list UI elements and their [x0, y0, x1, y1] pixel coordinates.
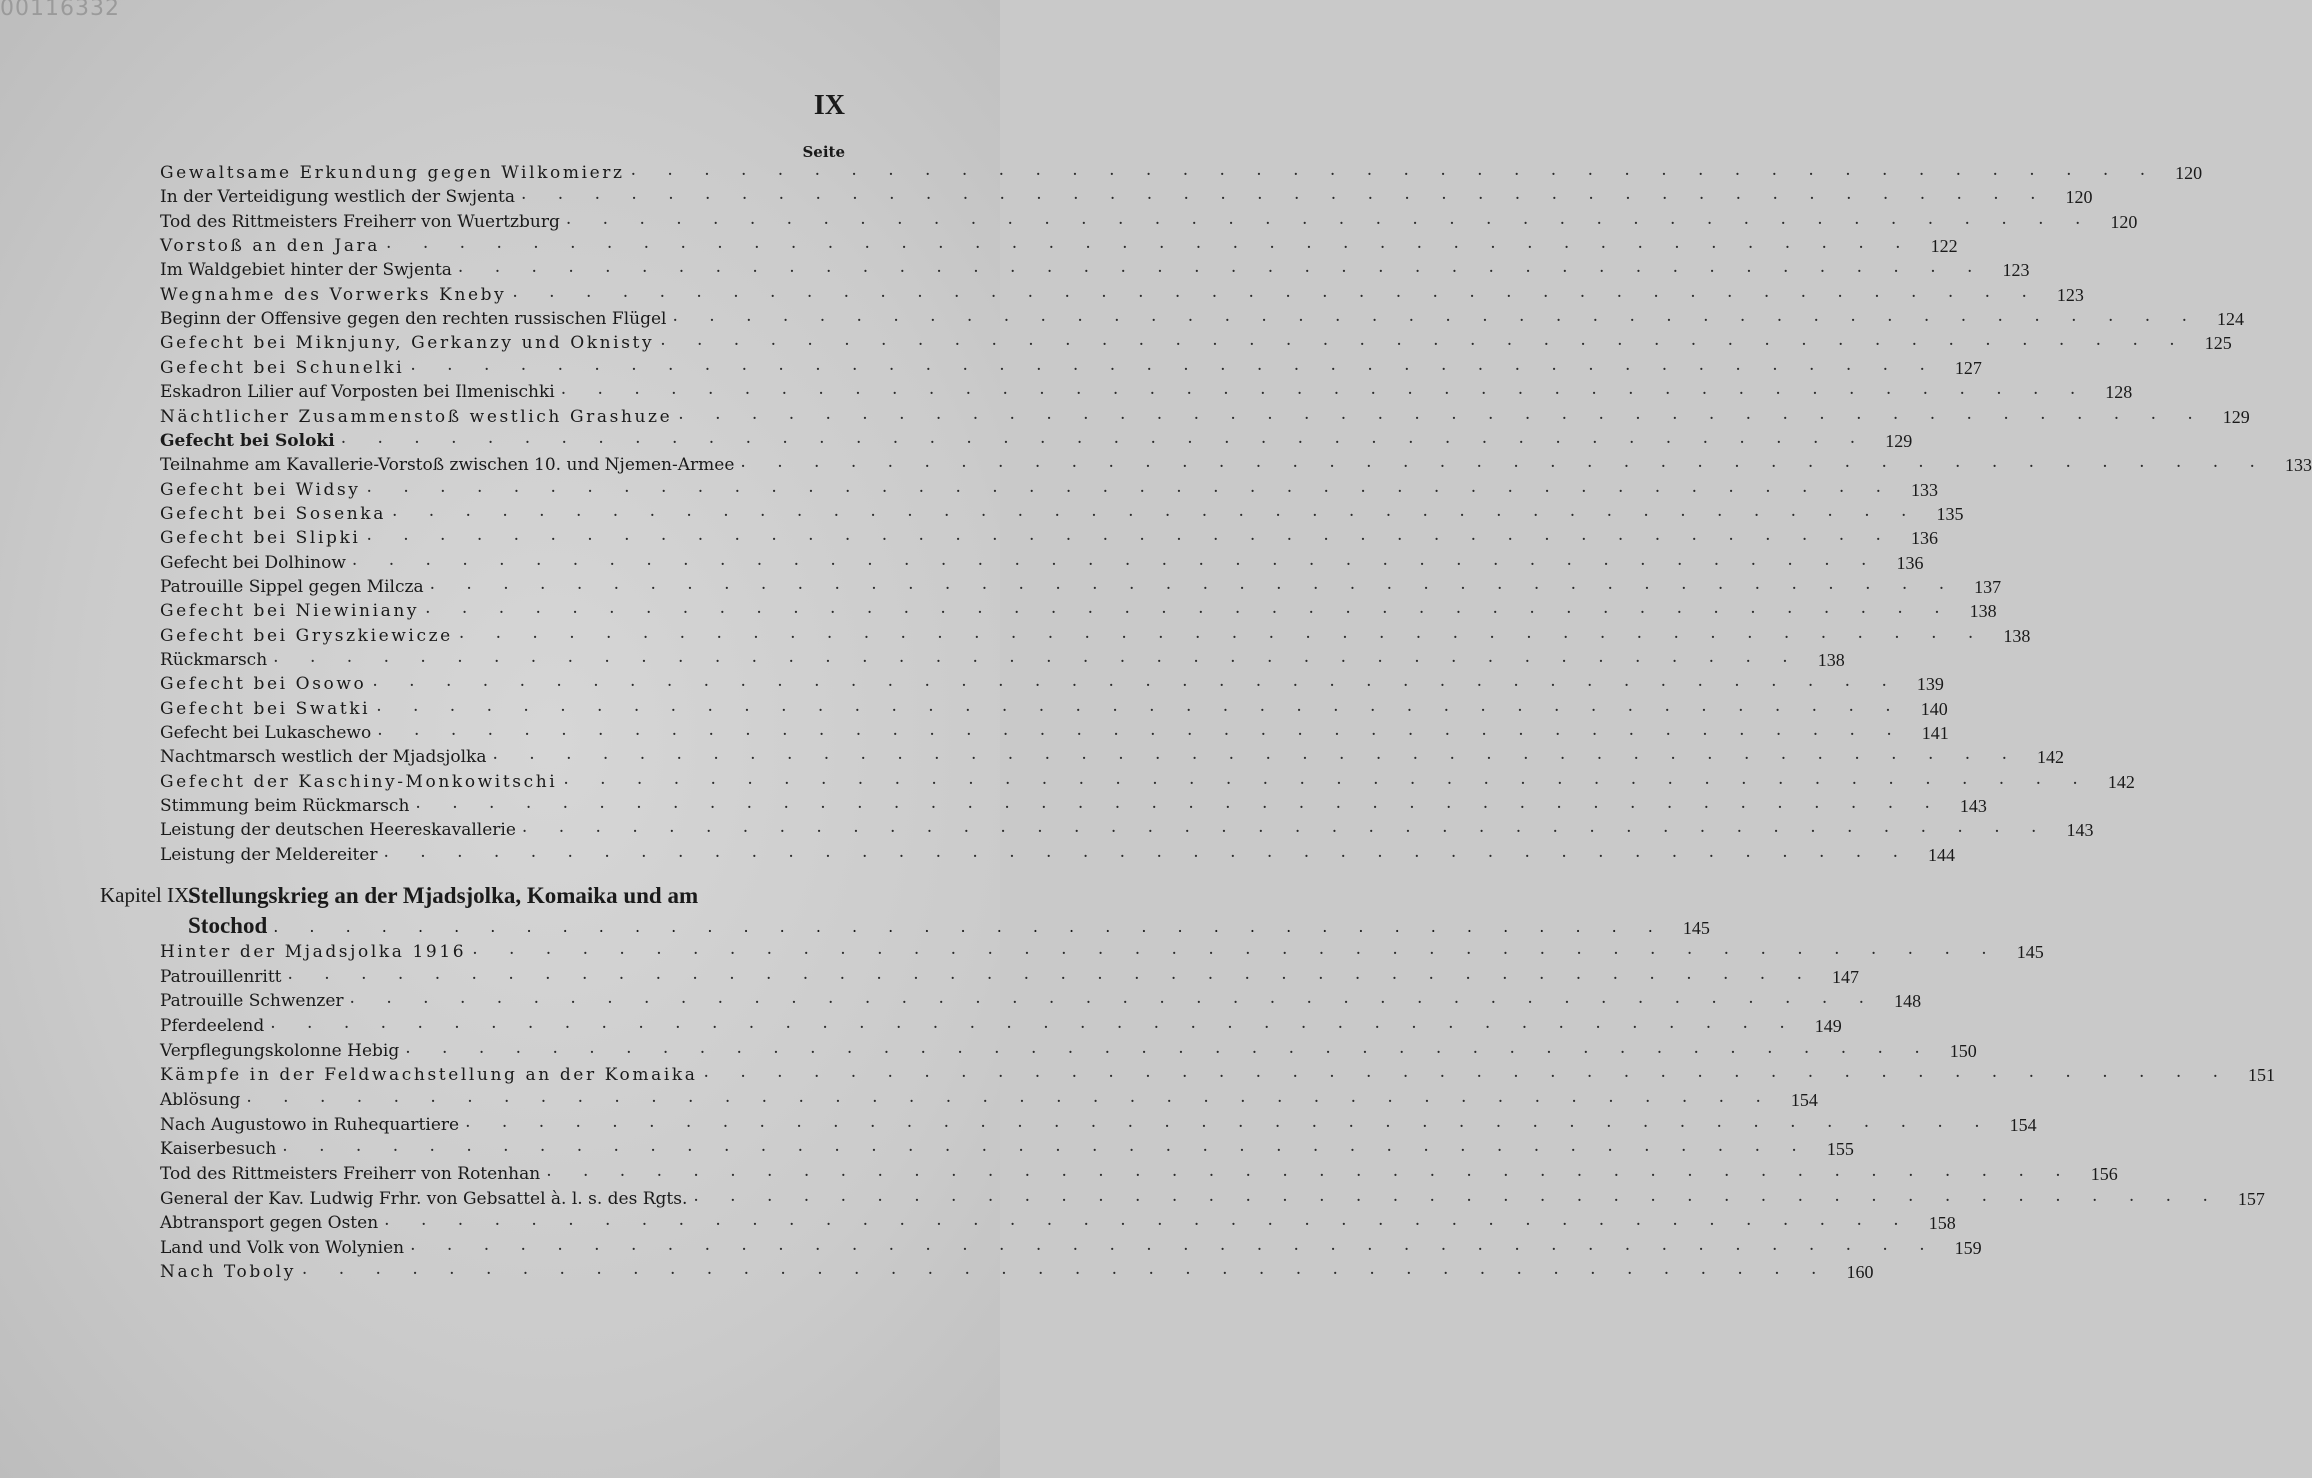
toc-entry-title: Beginn der Offensive gegen den rechten russischen Flügel: [160, 309, 667, 330]
toc-entry-page: 120: [2110, 211, 2138, 232]
toc-entry-page: 147: [1832, 966, 1860, 987]
toc-entry-title: Nachtmarsch westlich der Mjadsjolka: [160, 747, 487, 768]
toc-entry-page: 141: [1921, 723, 1949, 744]
toc-entry-title: Gefecht bei Slipki: [160, 528, 361, 549]
toc-entry: [160, 184, 2093, 208]
toc-entry-page: 137: [1974, 576, 2002, 597]
toc-entry-title: Patrouille Sippel gegen Milcza: [160, 576, 424, 597]
dot-leader: . . . . . . . . . . . . . . . . . . . . . . . . . . . . . . . . . . . . . . . . . .: [282, 1136, 1810, 1157]
dot-leader: . . . . . . . . . . . . . . . . . . . . . . . . . . . . . . . . . . . . . . . . . .: [246, 1086, 1774, 1107]
toc-entry: [160, 354, 1982, 379]
toc-entry-title: Gefecht bei Niewiniany: [160, 601, 420, 622]
toc-entry: [160, 549, 1924, 574]
toc-entry-title: Nach Augustowo in Ruhequartiere: [160, 1114, 460, 1135]
dot-leader: . . . . . . . . . . . . . . . . . . . . . . . . . . . . . . . . . . . . . . . . . .: [429, 573, 1958, 594]
toc-entry-title: Gewaltsame Erkundung gegen Wilkomierz: [160, 163, 625, 183]
toc-entry-title: Leistung der deutschen Heereskavallerie: [160, 820, 516, 841]
toc-entry: [160, 1234, 1982, 1259]
dot-leader: . . . . . . . . . . . . . . . . . . . . . . . . . . . . . . . . . . . . . . . . . .: [383, 841, 1912, 862]
toc-entry-title: Stimmung beim Rückmarsch: [160, 796, 410, 817]
toc-entry-title: Gefecht der Kaschiny-Monkowitschi: [160, 771, 558, 792]
toc-entry-page: 156: [2090, 1163, 2118, 1184]
dot-leader: . . . . . . . . . . . . . . . . . . . . . . . . . . . . . . . . . . . . . . . . . .: [565, 208, 2094, 229]
toc-entry-page: 149: [1814, 1015, 1842, 1036]
toc-entry-page: 138: [1969, 601, 1997, 622]
toc-entry: [160, 647, 1845, 671]
dot-leader: . . . . . . . . . . . . . . . . . . . . . . . . . . . . . . . . . . . . . . . . . .: [560, 379, 2089, 400]
dot-leader: . . . . . . . . . . . . . . . . . . . . . . . . . . . . . . . . . . . . . . . . . .: [376, 695, 1904, 716]
toc-entry-title: Gefecht bei Schunelki: [160, 357, 405, 378]
toc-entry-page: 155: [1826, 1139, 1854, 1160]
toc-entry-page: 151: [2248, 1065, 2276, 1086]
toc-entry: [160, 500, 1964, 525]
toc-entry-page: 123: [2002, 260, 2030, 281]
toc-entry: [160, 793, 1987, 817]
toc-entry: [160, 1111, 2037, 1136]
toc-entry: [160, 720, 1949, 744]
toc-entry-page: 124: [2217, 309, 2244, 330]
toc-entry-page: 143: [1959, 796, 1987, 817]
chapter-label: Kapitel IX.: [100, 883, 195, 907]
toc-entry: [160, 379, 2133, 403]
toc-entry: [160, 622, 2031, 647]
toc-entry: [160, 768, 2135, 793]
dot-leader: . . . . . . . . . . . . . . . . . . . . . . . . . . . . . . . . . . . . . . . . . .: [425, 598, 1953, 619]
dot-leader: . . . . . . . . . . . . . . . . . . . . . . . . . . . . . . . . . . . . . . . . . .: [521, 184, 2049, 205]
toc-entry: [160, 525, 1938, 549]
dot-leader: . . . . . . . . . . . . . . . . . . . . . . . . . . . . . . . . . . . . . . . . . .: [391, 500, 1920, 521]
dot-leader: . . . . . . . . . . . . . . . . . . . . . . . . . . . . . . . . . . . . . . . . . .: [372, 671, 1900, 692]
toc-entry: [160, 281, 2084, 306]
dot-leader: . . . . . . . . . . . . . . . . . . . . . . . . . . . . . . . . . . . . . . . . . .: [660, 330, 2188, 351]
toc-entry-page: 120: [2175, 163, 2203, 183]
toc-entry-title: Verpflegungskolonne Hebig: [160, 1040, 400, 1061]
corner-stamp: 00116332: [0, 0, 120, 21]
toc-entry: [160, 744, 2065, 768]
toc-entry: [160, 1160, 2118, 1185]
toc-entry-page: 143: [2066, 820, 2094, 841]
toc-entry: [160, 208, 2138, 233]
toc-entry: [160, 695, 1948, 720]
toc-entry-title: Gefecht bei Osowo: [160, 674, 367, 695]
toc-entry-page: 140: [1920, 698, 1948, 719]
toc-entry-page: 157: [2237, 1188, 2265, 1209]
dot-leader: . . . . . . . . . . . . . . . . . . . . . . . . . . . . . . . . . . . . . . . . . .: [386, 233, 1914, 254]
toc-entry: [160, 233, 1958, 257]
toc-entry-page: 135: [1936, 503, 1964, 524]
toc-entry: [160, 963, 1860, 988]
toc-entry-title: Gefecht bei Swatki: [160, 698, 371, 719]
dot-leader: . . . . . . . . . . . . . . . . . . . . . . . . . . . . . . . . . . . . . . . . . .: [415, 793, 1943, 814]
dot-leader: . . . . . . . . . . . . . . . . . . . . . . . . . . . . . . . . . . . . . . .: [273, 917, 1666, 936]
toc-entry-title: Hinter der Mjadsjolka 1916: [160, 942, 467, 962]
toc-entry-title: Gefecht bei Dolhinow: [160, 552, 346, 573]
dot-leader: . . . . . . . . . . . . . . . . . . . . . . . . . . . . . . . . . . . . . . . . . .: [678, 403, 2206, 424]
toc-entry-page: 122: [1930, 236, 1958, 257]
dot-leader: . . . . . . . . . . . . . . . . . . . . . . . . . . . . . . . . . . . . . . . . . .: [366, 525, 1894, 546]
toc-entry-page: 138: [1817, 650, 1845, 670]
dot-leader: . . . . . . . . . . . . . . . . . . . . . . . . . . . . . . . . . . . . . . . . . .: [465, 1111, 1993, 1132]
toc-entry-page: 128: [2105, 382, 2133, 403]
toc-entry: [160, 403, 2250, 428]
toc-entry-page: 159: [1954, 1237, 1982, 1258]
toc-entry-page: 142: [2107, 771, 2135, 792]
toc-entry: [160, 841, 1956, 866]
toc-entry-title: Nach Toboly: [160, 1262, 296, 1283]
toc-entry: [160, 1062, 2276, 1086]
chapter-title-line2: Stochod: [188, 913, 268, 938]
toc-entry-title: Gefecht bei Gryszkiewicze: [160, 625, 453, 646]
toc-entry: [160, 476, 1939, 501]
toc-entry: [160, 1185, 2265, 1210]
dot-leader: . . . . . . . . . . . . . . . . . . . . . . . . . . . . . . . . . . . . . . . . . .: [693, 1185, 2221, 1206]
toc-entry-page: 142: [2037, 747, 2065, 768]
dot-leader: . . . . . . . . . . . . . . . . . . . . . . . . . . . . . . . . . . . . . . . . . .: [563, 768, 2091, 789]
toc-entry-page: 129: [1885, 430, 1913, 451]
toc-entry: [160, 671, 1944, 695]
toc-entry-page: 158: [1928, 1213, 1956, 1234]
dot-leader: . . . . . . . . . . . . . . . . . . . . . . . . . . . . . . . . . . . . . . . . . .: [349, 988, 1878, 1009]
toc-entry-page: 150: [1949, 1040, 1977, 1061]
toc-entry: [160, 330, 2232, 354]
dot-leader: . . . . . . . . . . . . . . . . . . . . . . . . . . . . . . . . . . . . . . . . . .: [457, 257, 1986, 278]
dot-leader: . . . . . . . . . . . . . . . . . . . . . . . . . . . . . . . . . . . . . . . . . .: [410, 354, 1938, 375]
toc-entry: [160, 988, 1922, 1012]
chapter-title-row: [188, 913, 1710, 939]
toc-entry-title: Patrouillenritt: [160, 966, 282, 987]
toc-entry-page: 139: [1916, 674, 1944, 695]
toc-entry-title: Gefecht bei Lukaschewo: [160, 723, 372, 744]
dot-leader: . . . . . . . . . . . . . . . . . . . . . . . . . . . . . . . . . . . . . . . . . .: [405, 1037, 1933, 1058]
dot-leader: . . . . . . . . . . . . . . . . . . . . . . . . . . . . . . . . . . . . . . . . . .: [270, 1012, 1798, 1033]
dot-leader: . . . . . . . . . . . . . . . . . . . . . . . . . . . . . . . . . . . . . . . . . .: [287, 963, 1816, 984]
toc-entry: [160, 1136, 1854, 1160]
dot-leader: . . . . . . . . . . . . . . . . . . . . . . . . . . . . . . . . . . . . . . . . . .: [672, 306, 2200, 327]
dot-leader: . . . . . . . . . . . . . . . . . . . . . . . . . . . . . . . . . . . . . . . . . .: [546, 1160, 2074, 1181]
toc-entry-page: 154: [2009, 1114, 2037, 1135]
toc-entry-title: Tod des Rittmeisters Freiherr von Rotenhan: [160, 1163, 541, 1184]
dot-leader: . . . . . . . . . . . . . . . . . . . . . . . . . . . . . . . . . . . . . . . . . .: [273, 647, 1801, 667]
toc-entry: [160, 573, 2002, 598]
toc-entry-title: Pferdeelend: [160, 1015, 265, 1036]
dot-leader: . . . . . . . . . . . . . . . . . . . . . . . . . . . . . . . . . . . . . . . . . .: [410, 1234, 1938, 1255]
toc-entry-title: Eskadron Lilier auf Vorposten bei Ilmenischki: [160, 382, 555, 403]
dot-leader: . . . . . . . . . . . . . . . . . . . . . . . . . . . . . . . . . . . . . . . . . .: [366, 476, 1895, 497]
toc-entry-page: 136: [1910, 528, 1938, 549]
dot-leader: . . . . . . . . . . . . . . . . . . . . . . . . . . . . . . . . . . . . . . . . . .: [458, 622, 1987, 643]
page-column-header: Seite: [802, 143, 845, 161]
toc-entry-title: Patrouille Schwenzer: [160, 991, 344, 1012]
toc-entry: [160, 598, 1997, 622]
toc-entry-title: Im Waldgebiet hinter der Swjenta: [160, 260, 452, 281]
toc-entry-title: In der Verteidigung westlich der Swjenta: [160, 187, 515, 208]
toc-entry: [160, 1037, 1977, 1062]
dot-leader: . . . . . . . . . . . . . . . . . . . . . . . . . . . . . . . . . . . . . . . . . .: [703, 1062, 2232, 1083]
toc-entry: [160, 1259, 1874, 1283]
toc-entry-page: 123: [2056, 284, 2084, 305]
toc-entry-title: Gefecht bei Soloki: [160, 430, 335, 451]
toc-entry-page: 125: [2204, 333, 2232, 354]
toc-entry-title: Gefecht bei Miknjuny, Gerkanzy und Oknisty: [160, 333, 655, 354]
toc-entry-title: Kämpfe in der Feldwachstellung an der Komaika: [160, 1065, 698, 1086]
toc-entry-title: Nächtlicher Zusammenstoß westlich Grashuze: [160, 406, 673, 427]
chapter-page: 145: [1682, 918, 1710, 938]
dot-leader: . . . . . . . . . . . . . . . . . . . . . . . . . . . . . . . . . . . . . . . . . .: [472, 939, 2000, 959]
dot-leader: . . . . . . . . . . . . . . . . . . . . . . . . . . . . . . . . . . . . . . . . . .: [521, 817, 2050, 838]
dot-leader: . . . . . . . . . . . . . . . . . . . . . . . . . . . . . . . . . . . . . . . . . .: [377, 720, 1905, 741]
dot-leader: . . . . . . . . . . . . . . . . . . . . . . . . . . . . . . . . . . . . . . . . . .: [384, 1210, 1912, 1231]
dot-leader: . . . . . . . . . . . . . . . . . . . . . . . . . . . . . . . . . . . . . . . . . .: [740, 452, 2268, 473]
toc-entry-page: 154: [1790, 1089, 1818, 1110]
toc-entry-title: Abtransport gegen Osten: [160, 1213, 379, 1234]
toc-entry: [160, 160, 2203, 184]
toc-entry-page: 138: [2003, 625, 2031, 646]
toc-entry-title: Land und Volk von Wolynien: [160, 1237, 405, 1258]
page-number: IX: [813, 90, 845, 121]
toc-entry: [160, 427, 1913, 452]
toc-entry: [160, 452, 2312, 476]
toc-entry: [160, 306, 2244, 330]
toc-entry: [160, 939, 2044, 963]
toc-entry: [160, 817, 2094, 841]
toc-entry-page: 144: [1928, 844, 1956, 865]
toc-entry: [160, 1210, 1956, 1234]
toc-entry-title: Gefecht bei Widsy: [160, 479, 361, 500]
dot-leader: . . . . . . . . . . . . . . . . . . . . . . . . . . . . . . . . . . . . . . . . . .: [630, 160, 2159, 180]
toc-entry-title: Rückmarsch: [160, 650, 268, 670]
toc-entry-page: 148: [1894, 991, 1922, 1012]
toc-entry-title: Teilnahme am Kavallerie-Vorstoß zwischen 10. und Njemen-Armee: [160, 455, 735, 476]
toc-entry-title: Wegnahme des Vorwerks Kneby: [160, 284, 507, 305]
toc-entry-title: General der Kav. Ludwig Frhr. von Gebsattel à. l. s. des Rgts.: [160, 1188, 688, 1209]
toc-entry-page: 133: [1911, 479, 1939, 500]
dot-leader: . . . . . . . . . . . . . . . . . . . . . . . . . . . . . . . . . . . . . . . . . .: [492, 744, 2021, 765]
toc-entry-title: Kaiserbesuch: [160, 1139, 277, 1160]
toc-entry-page: 136: [1896, 552, 1924, 573]
dot-leader: . . . . . . . . . . . . . . . . . . . . . . . . . . . . . . . . . . . . . . . . . .: [301, 1259, 1830, 1280]
toc-entry-title: Leistung der Meldereiter: [160, 844, 378, 865]
toc-entry: [160, 257, 2030, 281]
toc-entry-page: 145: [2016, 942, 2044, 962]
toc-entry-page: 129: [2222, 406, 2250, 427]
dot-leader: . . . . . . . . . . . . . . . . . . . . . . . . . . . . . . . . . . . . . . . . . .: [340, 427, 1869, 448]
toc-entry-page: 120: [2065, 187, 2093, 208]
toc-entry-title: Tod des Rittmeisters Freiherr von Wuertzburg: [160, 211, 560, 232]
toc-entry-title: Gefecht bei Sosenka: [160, 503, 386, 524]
toc-entry-page: 127: [1954, 357, 1982, 378]
toc-entry: [160, 1086, 1818, 1111]
toc-entry-title: Vorstoß an den Jara: [160, 236, 381, 257]
dot-leader: . . . . . . . . . . . . . . . . . . . . . . . . . . . . . . . . . . . . . . . . . .: [512, 281, 2040, 302]
toc-entry-title: Ablösung: [160, 1089, 241, 1110]
toc-entry-page: 133: [2284, 455, 2312, 476]
dot-leader: . . . . . . . . . . . . . . . . . . . . . . . . . . . . . . . . . . . . . . . . . .: [351, 549, 1880, 570]
toc-entry-page: 160: [1846, 1262, 1874, 1283]
toc-entry: [160, 1012, 1842, 1037]
chapter-title-line1: Stellungskrieg an der Mjadsjolka, Komaika und am: [188, 883, 699, 908]
